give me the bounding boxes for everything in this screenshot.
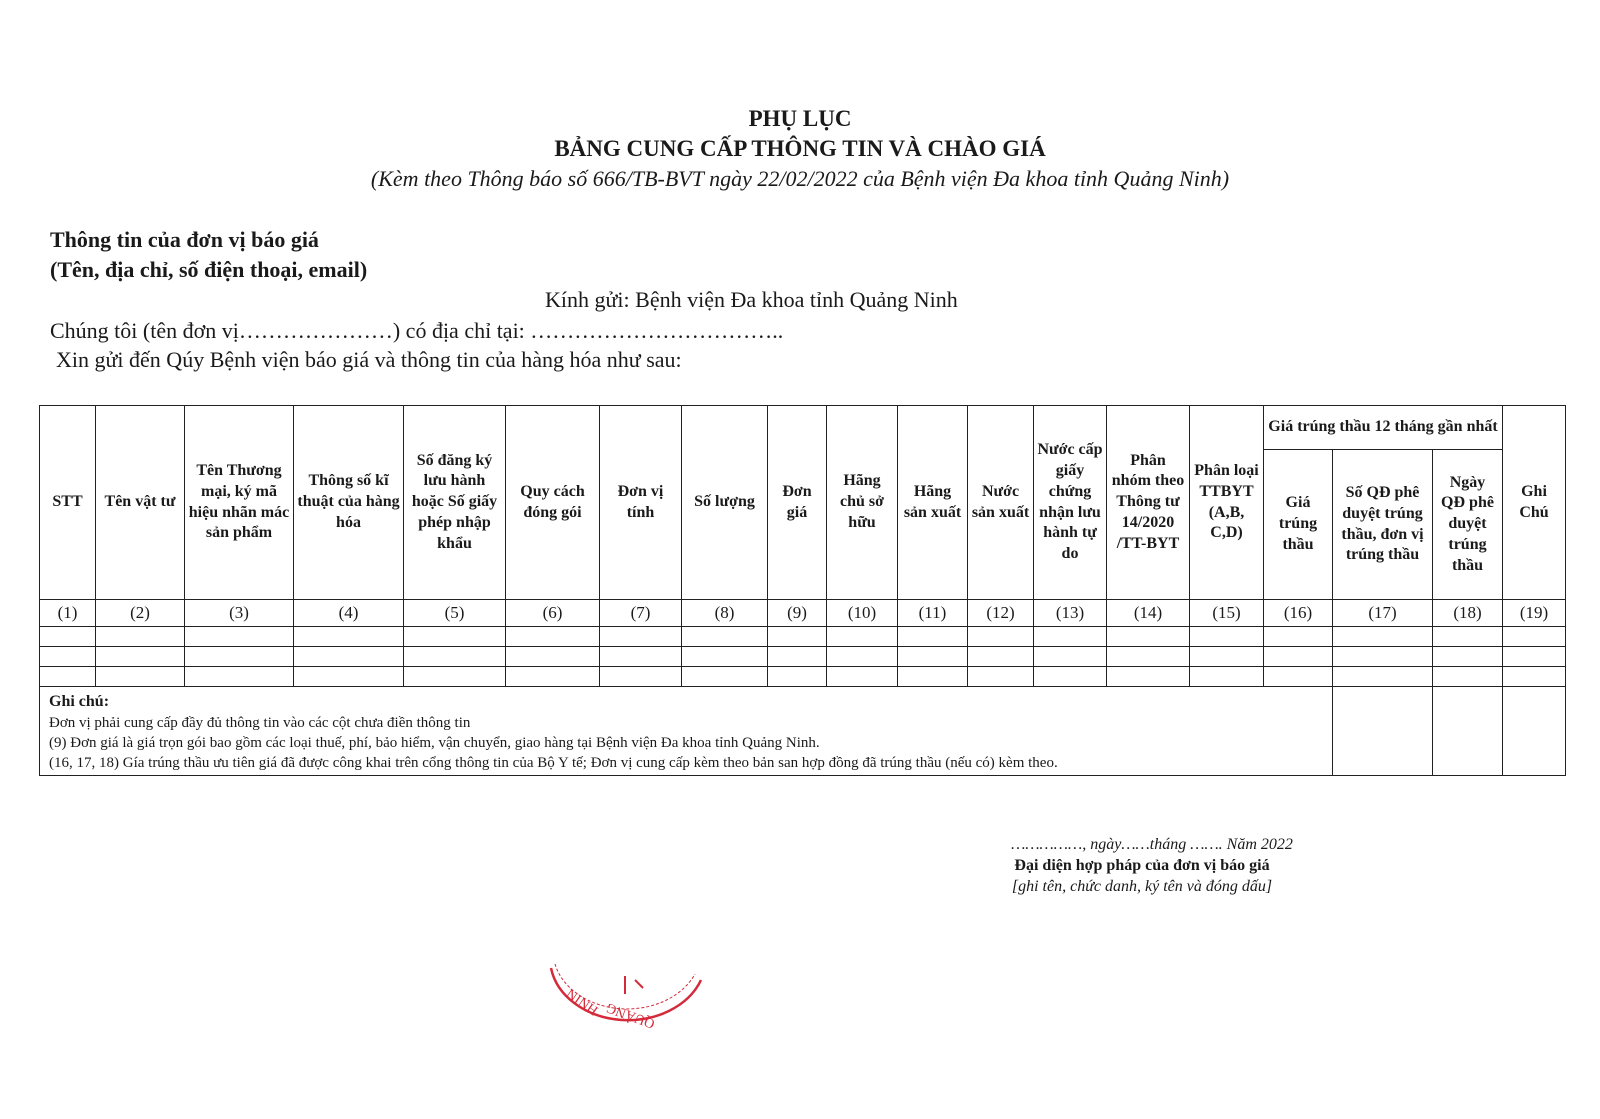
column-number: (4) [294,600,404,627]
document-title: PHỤ LỤC [748,106,852,131]
signature-note: [ghi tên, chức danh, ký tên và đóng dấu] [1011,878,1273,895]
col-header-ngay-qd: Ngày QĐ phê duyệt trúng thầu [1433,450,1503,600]
stamp-text: QUẢNG [604,999,658,1031]
column-number: (11) [898,600,968,627]
col-header-ten-vat-tu: Tên vật tư [96,406,185,600]
table-row [40,647,1566,667]
col-header-stt: STT [40,406,96,600]
note-line: Đơn vị phải cung cấp đầy đủ thông tin vào các cột chưa điền thông tin [49,714,471,731]
col-header-so-qd: Số QĐ phê duyệt trúng thầu, đơn vị trúng thầu [1333,450,1433,600]
recipient-line: Kính gửi: Bệnh viện Đa khoa tỉnh Quảng Ninh [545,287,958,312]
col-header-phan-loai: Phân loại TTBYT (A,B, C,D) [1190,406,1264,600]
column-number: (16) [1264,600,1333,627]
col-header-hang-chu-so-huu: Hãng chủ sở hữu [827,406,898,600]
col-header-so-luong: Số lượng [682,406,768,600]
document-subtitle-main: BẢNG CUNG CẤP THÔNG TIN VÀ CHÀO GIÁ [554,136,1046,161]
column-number: (5) [404,600,506,627]
col-header-thong-so: Thông số kĩ thuật của hàng hóa [294,406,404,600]
column-number: (10) [827,600,898,627]
intro-line: Xin gửi đến Qúy Bệnh viện báo giá và thông tin của hàng hóa như sau: [56,347,682,372]
column-number: (14) [1107,600,1190,627]
note-line: (16, 17, 18) Gía trúng thầu ưu tiên giá đã được công khai trên cổng thông tin của Bộ Y tế; Đơn vị cung cấp kèm theo bản san hợp đồng đã trúng thầu (nếu có) kèm theo. [49,755,1058,772]
red-stamp-icon [543,958,713,1048]
notes-title: Ghi chú: [49,693,110,710]
column-number: (9) [768,600,827,627]
col-header-don-gia: Đơn giá [768,406,827,600]
col-header-gia-trung-thau: Giá trúng thầu [1264,450,1333,600]
table-row [40,627,1566,647]
sender-line: Chúng tôi (tên đơn vị…………………) có địa chỉ tại: …………………………….. [50,318,784,343]
stamp-text: NINH [562,986,600,1020]
note-line: (9) Đơn giá là giá trọn gói bao gồm các loại thuế, phí, bảo hiểm, vận chuyển, giao hàng tại Bệnh viện Đa khoa tỉnh Quảng Ninh. [49,734,820,751]
col-header-quy-cach: Quy cách đóng gói [506,406,600,600]
document-reference: (Kèm theo Thông báo số 666/TB-BVT ngày 22/02/2022 của Bệnh viện Đa khoa tỉnh Quảng Ninh) [370,166,1230,191]
column-number: (13) [1034,600,1107,627]
col-header-don-vi-tinh: Đơn vị tính [600,406,682,600]
col-header-nuoc-cap-giay: Nước cấp giấy chứng nhận lưu hành tự do [1034,406,1107,600]
signature-date: ……………, ngày……tháng ……. Năm 2022 [1011,836,1293,853]
column-number: (17) [1333,600,1433,627]
unit-info-heading: Thông tin của đơn vị báo giá [50,227,319,252]
column-number: (18) [1433,600,1503,627]
column-number: (19) [1503,600,1566,627]
col-header-phan-nhom: Phân nhóm theo Thông tư 14/2020 /TT-BYT [1107,406,1190,600]
col-header-so-dang-ky: Số đăng ký lưu hành hoặc Số giấy phép nhập khẩu [404,406,506,600]
column-number: (15) [1190,600,1264,627]
notes-cell [40,687,1333,776]
notes-row [40,687,1566,776]
column-number: (7) [600,600,682,627]
signature-title: Đại diện hợp pháp của đơn vị báo giá [1014,857,1270,874]
unit-info-subheading: (Tên, địa chỉ, số điện thoại, email) [50,257,368,282]
quote-table [39,405,1566,776]
column-number: (1) [40,600,96,627]
column-number: (2) [96,600,185,627]
col-header-hang-san-xuat: Hãng sản xuất [898,406,968,600]
column-number-row [40,600,1566,627]
column-number: (3) [185,600,294,627]
col-header-gia-trung-thau-group: Giá trúng thầu 12 tháng gần nhất [1264,406,1503,450]
column-number: (8) [682,600,768,627]
table-row [40,667,1566,687]
col-header-ghi-chu: Ghi Chú [1503,406,1566,600]
column-number: (6) [506,600,600,627]
col-header-nuoc-san-xuat: Nước sản xuất [968,406,1034,600]
col-header-ten-thuong-mai: Tên Thương mại, ký mã hiệu nhãn mác sản phẩm [185,406,294,600]
column-number: (12) [968,600,1034,627]
